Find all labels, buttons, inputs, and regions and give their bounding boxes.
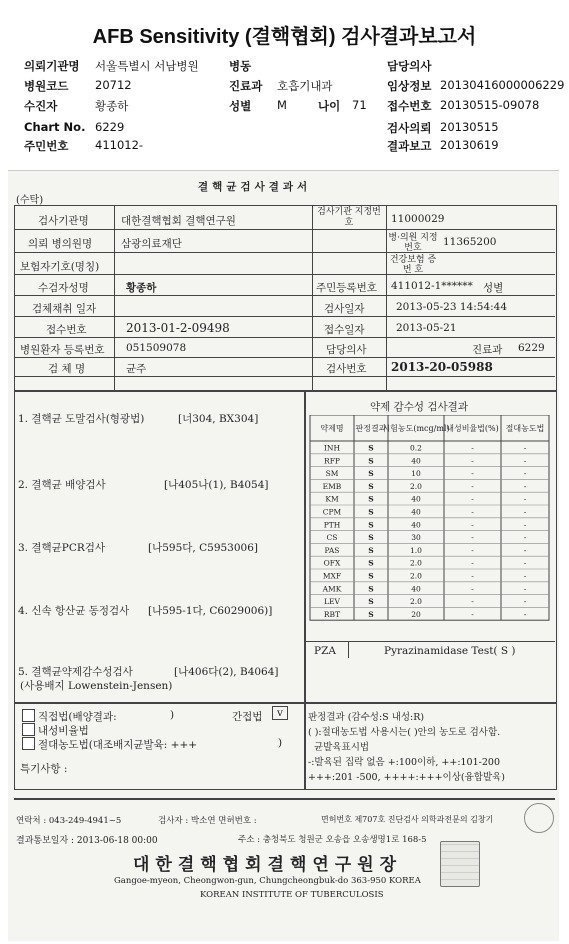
patient-label: 수진자 (24, 99, 58, 113)
rrn-value: 411012- (95, 138, 144, 152)
row4-label2: 주민등록번호 (316, 282, 377, 294)
drug-value-cell: 2.0 (410, 597, 422, 607)
drug-table-caption: 약제 감수성 검사결과 (370, 401, 468, 413)
direct-method-checkbox (22, 709, 35, 722)
drug-value-cell: - (523, 469, 527, 479)
row6-label2: 접수일자 (324, 324, 365, 336)
drug-value-cell: 1.0 (410, 545, 422, 555)
drug-value-cell: - (471, 443, 474, 453)
drug-value-cell: S (368, 584, 374, 594)
drug-value-cell: S (368, 443, 374, 453)
row1-value2: 11000029 (391, 213, 445, 225)
drug-value-cell: - (523, 456, 527, 466)
indirect-method-check: v (272, 706, 288, 720)
drug-name-cell: LEV (324, 597, 340, 607)
drug-value-cell: 2.0 (410, 571, 422, 581)
drug-value-cell: - (471, 584, 474, 594)
drug-table-header: 절대농도법 (505, 424, 545, 433)
drug-value-cell: S (368, 520, 374, 530)
drug-value-cell: 40 (411, 456, 421, 466)
row7-value3: 6229 (518, 342, 545, 354)
row7-label: 병원환자 등록번호 (20, 344, 105, 356)
drug-table-header: 내성비율법(%) (446, 424, 499, 433)
row6-value: 2013-01-2-09498 (126, 321, 230, 335)
row8-value: 균주 (126, 363, 147, 375)
drug-name-cell: INH (323, 443, 341, 453)
ward-label: 병동 (229, 59, 252, 73)
special-notes: 특기사항 : (20, 763, 68, 775)
drug-name-cell: SM (325, 469, 339, 479)
row7-label2: 담당의사 (326, 344, 367, 356)
institution-value: 서울특별시 서남병원 (95, 59, 199, 73)
drug-name-cell: RFP (324, 456, 340, 466)
sex-label: 성별 (229, 99, 252, 113)
drug-table-header: 판정결과 (355, 424, 387, 433)
direct-method-close: ) (170, 709, 175, 721)
drug-name-cell: KM (325, 494, 339, 504)
test5: 5. 결핵균약제감수성검사 (18, 666, 133, 678)
drug-value-cell: - (471, 494, 474, 504)
age-value: 71 (352, 98, 367, 112)
drug-value-cell: - (523, 597, 527, 607)
drug-value-cell: 20 (411, 609, 421, 619)
test3: 3. 결핵균PCR검사 (18, 542, 106, 554)
examiner: 검사자 : 박소연 면허번호 : (158, 816, 257, 826)
test4-code: [나595-1다, C6029006)] (148, 605, 273, 617)
drug-value-cell: S (368, 456, 374, 466)
test5-medium: (사용배지 Lowenstein-Jensen) (20, 680, 173, 692)
drug-name-cell: MXF (322, 571, 342, 581)
drug-susceptibility-table (304, 415, 555, 660)
pza-label: PZA (314, 645, 336, 657)
row8-label: 검 체 명 (48, 363, 86, 375)
drug-value-cell: S (368, 545, 374, 555)
ratio-method-checkbox (22, 723, 35, 736)
test3-code: [나595다, C5953006] (148, 542, 258, 554)
pza-value: Pyrazinamidase Test( S ) (384, 645, 516, 657)
row6-value2: 2013-05-21 (396, 322, 457, 334)
receipt-no-value: 20130515-09078 (440, 98, 540, 112)
absolute-method-checkbox (22, 737, 35, 750)
drug-value-cell: - (523, 584, 527, 594)
drug-value-cell: S (368, 533, 374, 543)
test4: 4. 신속 항산균 동정검사 (18, 605, 130, 617)
drug-value-cell: - (523, 443, 527, 453)
row8-label2: 검사번호 (326, 363, 367, 375)
row1-label2: 검사기관 지정번호 (317, 207, 381, 228)
verdict-line1: 판정결과 (감수성:S 내성:R) (308, 712, 425, 723)
drug-name-cell: CPM (322, 507, 342, 517)
row2-label: 의뢰 병의원명 (28, 238, 93, 250)
row7-value: 051509078 (126, 342, 187, 354)
drug-value-cell: S (368, 558, 374, 568)
drug-name-cell: RBT (323, 609, 341, 619)
drug-value-cell: S (368, 597, 374, 607)
drug-value-cell: S (368, 507, 374, 517)
verdict-line3: 균발육표시법 (314, 742, 370, 753)
drug-value-cell: - (471, 533, 474, 543)
age-label: 나이 (318, 99, 341, 113)
row5-label: 검체채취 일자 (32, 303, 97, 315)
row6-label: 접수번호 (46, 324, 87, 336)
row5-value2: 2013-05-23 14:54:44 (396, 301, 508, 313)
receipt-no-label: 접수번호 (387, 99, 432, 113)
report-title: AFB Sensitivity (결핵협회) 검사결과보고서 (92, 26, 477, 48)
row1-label: 검사기관명 (38, 215, 89, 227)
director-seal (440, 841, 480, 887)
dept-value: 호흡기내과 (277, 79, 333, 93)
drug-name-cell: OFX (323, 558, 341, 568)
drug-value-cell: 40 (411, 494, 421, 504)
drug-value-cell: - (523, 609, 527, 619)
drug-value-cell: - (471, 481, 474, 491)
drug-value-cell: - (471, 507, 474, 517)
row3-label2: 건강보험 증 번 호 (389, 255, 437, 275)
drug-value-cell: S (368, 609, 374, 619)
ratio-method: 내성비율법 (38, 725, 89, 737)
drug-name-cell: CS (326, 533, 338, 543)
drug-value-cell: 2.0 (410, 558, 422, 568)
clinical-info-label: 임상정보 (387, 79, 432, 93)
drug-value-cell: 40 (411, 520, 421, 530)
drug-name-cell: AMK (322, 584, 342, 594)
hospital-code-label: 병원코드 (24, 79, 69, 93)
drug-value-cell: - (471, 545, 474, 555)
test1-code: [너304, BX304] (178, 413, 259, 425)
row4-value: 황종하 (126, 282, 157, 294)
report-date-value: 20130619 (440, 138, 499, 152)
direct-method: 직접법(배양결과: (38, 711, 117, 723)
drug-value-cell: 0.2 (410, 443, 422, 453)
report-date-label: 결과보고 (387, 139, 432, 153)
doctor-label: 담당의사 (387, 59, 432, 73)
institute-director: 대한결핵협회결핵연구원장 (133, 855, 403, 875)
chart-value: 6229 (95, 120, 125, 134)
row4-label3: 성별 (483, 282, 504, 294)
test1: 1. 결핵균 도말검사(형광법) (18, 413, 145, 425)
drug-value-cell: 10 (411, 469, 421, 479)
drug-value-cell: 40 (411, 584, 421, 594)
drug-value-cell: - (471, 520, 474, 530)
institution-label: 의뢰기관명 (24, 59, 80, 73)
drug-value-cell: - (523, 571, 527, 581)
drug-name-cell: PTH (323, 520, 341, 530)
dept-label: 진료과 (229, 79, 263, 93)
drug-value-cell: S (368, 494, 374, 504)
request-date-value: 20130515 (440, 120, 499, 134)
drug-value-cell: - (523, 507, 527, 517)
license-no: 면허번호 제707호 진단검사 의학과전문의 김창기 (321, 815, 494, 824)
row8-value2: 2013-20-05988 (391, 360, 493, 374)
row7-label3: 진료과 (472, 344, 503, 356)
drug-value-cell: - (523, 481, 527, 491)
absolute-method-close: ) (278, 737, 283, 749)
patient-value: 황종하 (95, 99, 129, 113)
verdict-line4: -:발육된 집락 없음 +:100이하, ++:101-200 (308, 757, 500, 768)
drug-value-cell: S (368, 469, 374, 479)
row2-label2: 병·의원 지정번호 (388, 233, 438, 253)
institute-name-en: KOREAN INSTITUTE OF TUBERCULOSIS (200, 890, 384, 900)
drug-table-header: 시험농도(mcg/ml) (382, 424, 450, 433)
rrn-label: 주민번호 (24, 139, 69, 153)
drug-value-cell: - (471, 597, 474, 607)
test5-code: [나406다(2), B4064] (174, 666, 279, 678)
row4-label: 수검자성명 (38, 282, 89, 294)
clinical-info-value: 20130416000006229 (440, 78, 565, 92)
drug-value-cell: 2.0 (410, 481, 422, 491)
row1-value: 대한결핵협회 결핵연구원 (121, 215, 236, 227)
row3-label: 보험자기호(명칭) (20, 261, 100, 273)
drug-value-cell: - (523, 520, 527, 530)
drug-value-cell: 40 (411, 507, 421, 517)
drug-value-cell: - (523, 545, 527, 555)
drug-value-cell: - (471, 571, 474, 581)
drug-value-cell: - (471, 558, 474, 568)
drug-name-cell: EMB (322, 481, 342, 491)
chart-label: Chart No. (24, 120, 86, 134)
row4-value2: 411012-1****** (391, 280, 473, 292)
indirect-method: 간접법 (232, 711, 263, 723)
report-notice-date: 결과통보일자 : 2013-06-18 00:00 (16, 836, 158, 846)
drug-value-cell: S (368, 481, 374, 491)
scanned-result-form (8, 170, 559, 941)
drug-value-cell: - (523, 533, 527, 543)
form-title: 결핵균검사결과서 (198, 181, 312, 193)
institute-address-en: Gangoe-myeon, Cheongwon-gun, Chungcheongbuk-do 363-950 KOREA (114, 876, 421, 886)
consignment-stamp: (수탁) (16, 195, 44, 206)
row5-label2: 검사일자 (324, 303, 365, 315)
institute-address: 주소 : 충청북도 청원군 오송읍 오송생명1로 168-5 (238, 835, 427, 845)
drug-value-cell: 30 (411, 533, 421, 543)
drug-name-cell: PAS (324, 545, 340, 555)
drug-value-cell: - (471, 469, 474, 479)
drug-value-cell: S (368, 571, 374, 581)
row2-value: 삼광의료재단 (121, 238, 182, 250)
drug-table-header: 약제명 (320, 424, 344, 433)
drug-value-cell: - (523, 558, 527, 568)
drug-value-cell: - (471, 456, 474, 466)
test2-code: [나405나(1), B4054] (164, 479, 269, 491)
drug-value-cell: - (471, 609, 474, 619)
absolute-method: 절대농도법(대조배지균발육: +++ (38, 739, 198, 751)
contact-phone: 연락처 : 043-249-4941~5 (16, 816, 122, 826)
request-date-label: 검사의뢰 (387, 121, 432, 135)
test2: 2. 결핵균 배양검사 (18, 479, 106, 491)
verdict-line2: ( ):절대농도법 사용시는( )안의 농도로 검사함. (308, 727, 501, 738)
sex-value: M (277, 98, 287, 112)
verdict-line5: +++:201 -500, ++++:+++이상(융합발육) (308, 772, 506, 783)
hospital-code-value: 20712 (95, 78, 132, 92)
drug-value-cell: - (523, 494, 527, 504)
row2-value2: 11365200 (443, 236, 497, 248)
examiner-seal (524, 803, 554, 833)
